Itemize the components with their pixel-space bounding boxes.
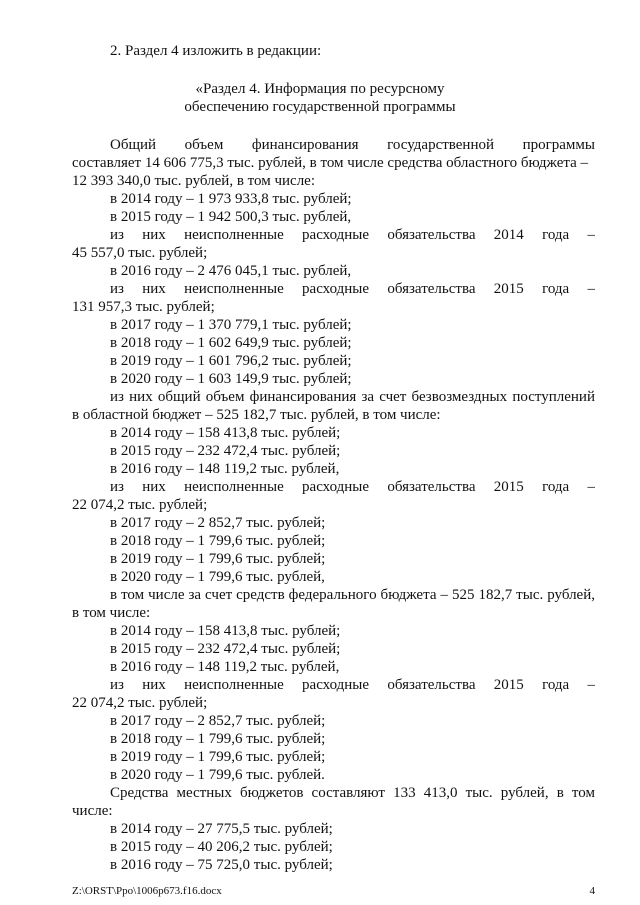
unfulfilled-obligations-line: из них неисполненные расходные обязательства 2015 года – [110,479,595,495]
funding-year-line: в 2014 году – 158 413,8 тыс. рублей; [110,623,341,639]
paragraph-line: в том числе: [72,605,151,621]
paragraph-line: составляет 14 606 775,3 тыс. рублей, в том числе средства областного бюджета – [72,155,589,171]
paragraph-line: из них общий объем финансирования за счет безвозмездных поступлений [110,389,595,405]
funding-year-line: в 2017 году – 2 852,7 тыс. рублей; [110,515,326,531]
funding-year-line: в 2018 году – 1 799,6 тыс. рублей; [110,731,326,747]
unfulfilled-obligations-line: 131 957,3 тыс. рублей; [72,299,215,315]
paragraph-line: Общий объем финансирования государственной программы [110,137,595,153]
funding-year-line: в 2018 году – 1 602 649,9 тыс. рублей; [110,335,352,351]
funding-year-line: в 2016 году – 148 119,2 тыс. рублей, [110,461,340,477]
amendment-item: 2. Раздел 4 изложить в редакции: [110,43,322,59]
funding-year-line: в 2015 году – 40 206,2 тыс. рублей; [110,839,333,855]
funding-year-line: в 2019 году – 1 799,6 тыс. рублей; [110,749,326,765]
funding-year-line: в 2014 году – 158 413,8 тыс. рублей; [110,425,341,441]
funding-year-line: в 2017 году – 1 370 779,1 тыс. рублей; [110,317,352,333]
paragraph-line: в том числе за счет средств федерального бюджета – 525 182,7 тыс. рублей, [110,587,595,603]
funding-year-line: в 2014 году – 1 973 933,8 тыс. рублей; [110,191,352,207]
funding-year-line: в 2016 году – 75 725,0 тыс. рублей; [110,857,333,873]
file-path-footer: Z:\ORST\Ppo\1006p673.f16.docx [72,885,222,897]
funding-year-line: в 2020 году – 1 603 149,9 тыс. рублей; [110,371,352,387]
unfulfilled-obligations-line: из них неисполненные расходные обязательства 2015 года – [110,281,595,297]
section-heading-line-1: «Раздел 4. Информация по ресурсному [195,81,445,97]
funding-year-line: в 2016 году – 2 476 045,1 тыс. рублей, [110,263,352,279]
page-number: 4 [589,885,595,897]
funding-year-line: в 2018 году – 1 799,6 тыс. рублей; [110,533,326,549]
funding-year-line: в 2019 году – 1 799,6 тыс. рублей; [110,551,326,567]
unfulfilled-obligations-line: 22 074,2 тыс. рублей; [72,695,208,711]
funding-year-line: в 2017 году – 2 852,7 тыс. рублей; [110,713,326,729]
funding-year-line: в 2020 году – 1 799,6 тыс. рублей, [110,569,325,585]
paragraph-line: числе: [72,803,113,819]
funding-year-line: в 2015 году – 232 472,4 тыс. рублей; [110,641,341,657]
funding-year-line: в 2019 году – 1 601 796,2 тыс. рублей; [110,353,352,369]
unfulfilled-obligations-line: из них неисполненные расходные обязательства 2014 года – [110,227,595,243]
unfulfilled-obligations-line: из них неисполненные расходные обязательства 2015 года – [110,677,595,693]
funding-year-line: в 2015 году – 232 472,4 тыс. рублей; [110,443,341,459]
section-heading-line-2: обеспечению государственной программы [184,99,456,115]
unfulfilled-obligations-line: 45 557,0 тыс. рублей; [72,245,208,261]
funding-year-line: в 2014 году – 27 775,5 тыс. рублей; [110,821,333,837]
funding-year-line: в 2015 году – 1 942 500,3 тыс. рублей, [110,209,352,225]
funding-year-line: в 2016 году – 148 119,2 тыс. рублей, [110,659,340,675]
paragraph-line: Средства местных бюджетов составляют 133 413,0 тыс. рублей, в том [110,785,595,801]
funding-year-line: в 2020 году – 1 799,6 тыс. рублей. [110,767,325,783]
paragraph-line: 12 393 340,0 тыс. рублей, в том числе: [72,173,316,189]
unfulfilled-obligations-line: 22 074,2 тыс. рублей; [72,497,208,513]
paragraph-line: в областной бюджет – 525 182,7 тыс. рублей, в том числе: [72,407,441,423]
